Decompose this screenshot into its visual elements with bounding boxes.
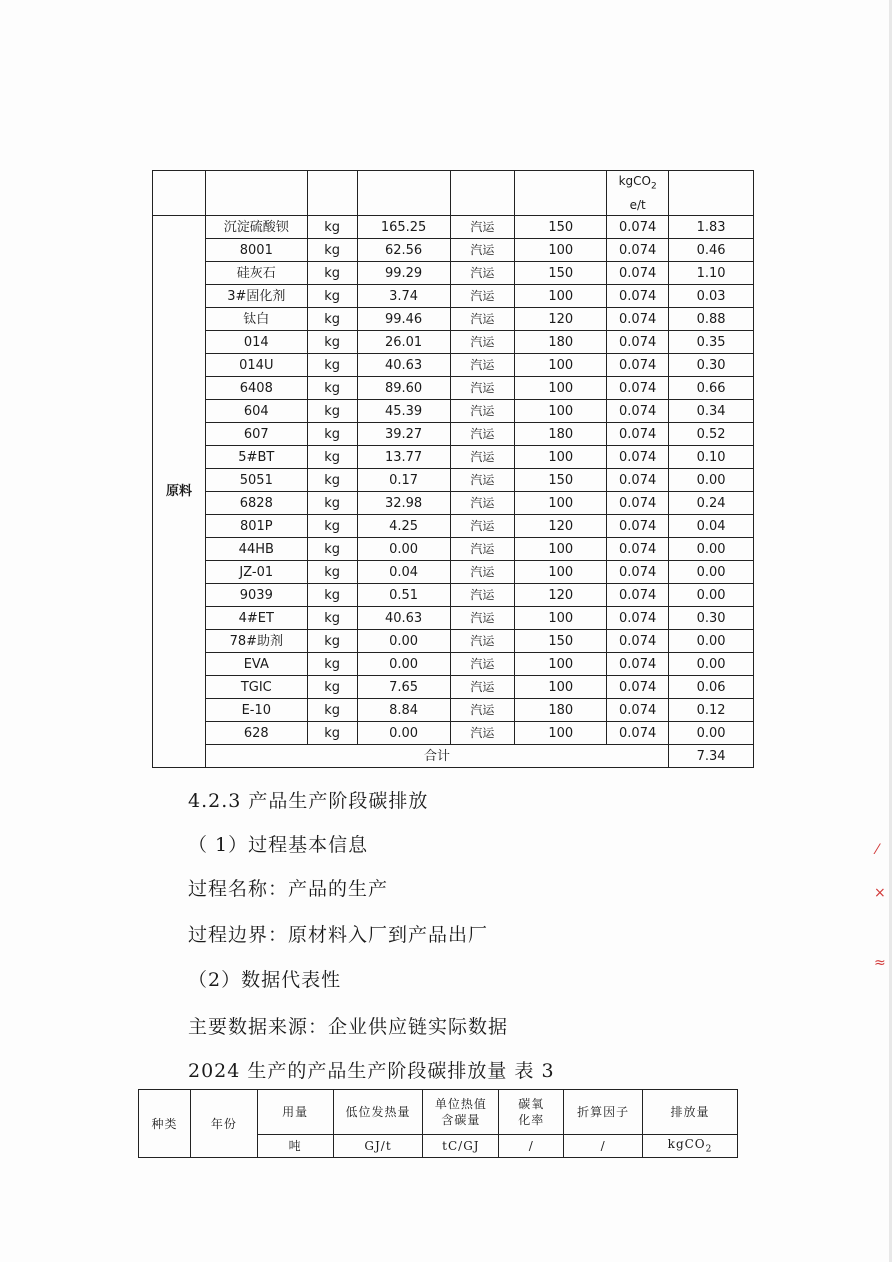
cell-mode: 汽运	[450, 400, 515, 423]
production-emission-table	[138, 1089, 738, 1158]
cell-distance: 100	[515, 400, 607, 423]
category-cell: 原料	[153, 216, 206, 768]
cell-distance: 100	[515, 354, 607, 377]
cell-name: 5#BT	[205, 446, 307, 469]
cell-amount: 0.04	[357, 561, 450, 584]
cell-unit: kg	[307, 699, 357, 722]
cell-mode: 汽运	[450, 308, 515, 331]
cell-unit: kg	[307, 400, 357, 423]
table-row	[153, 285, 754, 308]
cell-distance: 150	[515, 469, 607, 492]
cell-distance: 100	[515, 446, 607, 469]
cell-amount: 40.63	[357, 607, 450, 630]
cell-name: 801P	[205, 515, 307, 538]
cell-emission: 0.30	[669, 607, 754, 630]
cell-emission: 0.04	[669, 515, 754, 538]
table-row	[153, 262, 754, 285]
cell-emission: 0.00	[669, 538, 754, 561]
cell-amount: 0.00	[357, 653, 450, 676]
cell-mode: 汽运	[450, 561, 515, 584]
cell-unit: kg	[307, 607, 357, 630]
cell-distance: 180	[515, 699, 607, 722]
cell-name: 44HB	[205, 538, 307, 561]
cell-unit: kg	[307, 308, 357, 331]
cell-factor: 0.074	[607, 331, 669, 354]
cell-mode: 汽运	[450, 699, 515, 722]
data-source: 主要数据来源：企业供应链实际数据	[188, 1016, 509, 1038]
table-row	[153, 653, 754, 676]
cell-unit: kg	[307, 354, 357, 377]
cell-factor: 0.074	[607, 262, 669, 285]
cell-amount: 8.84	[357, 699, 450, 722]
cell-factor: 0.074	[607, 216, 669, 239]
cell-factor: 0.074	[607, 538, 669, 561]
table-header-row	[153, 171, 754, 216]
process-name: 过程名称：产品的生产	[188, 878, 389, 900]
cell-emission: 0.24	[669, 492, 754, 515]
cell-mode: 汽运	[450, 607, 515, 630]
table-unit-row: 吨 GJ/t tC/GJ / / kgCO$_2$	[139, 1135, 738, 1158]
cell-emission: 0.06	[669, 676, 754, 699]
cell-factor: 0.074	[607, 492, 669, 515]
cell-factor: 0.074	[607, 423, 669, 446]
col-oxidation-rate: 碳氧 化率	[499, 1090, 564, 1135]
cell-mode: 汽运	[450, 423, 515, 446]
table-row	[153, 630, 754, 653]
cell-distance: 100	[515, 239, 607, 262]
col-kind: 种类	[139, 1090, 191, 1158]
cell-emission: 0.03	[669, 285, 754, 308]
cell-distance: 100	[515, 538, 607, 561]
cell-unit: kg	[307, 377, 357, 400]
table-row	[153, 239, 754, 262]
cell-distance: 120	[515, 308, 607, 331]
cell-name: EVA	[205, 653, 307, 676]
cell-amount: 7.65	[357, 676, 450, 699]
cell-emission: 0.46	[669, 239, 754, 262]
cell-factor: 0.074	[607, 308, 669, 331]
cell-name: 硅灰石	[205, 262, 307, 285]
cell-factor: 0.074	[607, 515, 669, 538]
cell-emission: 0.66	[669, 377, 754, 400]
cell-amount: 0.17	[357, 469, 450, 492]
cell-unit: kg	[307, 492, 357, 515]
total-label: 合计	[205, 745, 668, 768]
cell-name: 沉淀硫酸钡	[205, 216, 307, 239]
cell-mode: 汽运	[450, 492, 515, 515]
cell-factor: 0.074	[607, 446, 669, 469]
cell-amount: 99.29	[357, 262, 450, 285]
cell-name: 78#助剂	[205, 630, 307, 653]
cell-amount: 0.00	[357, 722, 450, 745]
cell-distance: 100	[515, 285, 607, 308]
cell-distance: 150	[515, 630, 607, 653]
cell-amount: 0.00	[357, 630, 450, 653]
cell-mode: 汽运	[450, 515, 515, 538]
cell-amount: 0.51	[357, 584, 450, 607]
cell-amount: 45.39	[357, 400, 450, 423]
table-row	[153, 699, 754, 722]
col-emission: 排放量	[643, 1090, 738, 1135]
cell-factor: 0.074	[607, 354, 669, 377]
cell-distance: 100	[515, 607, 607, 630]
cell-name: 钛白	[205, 308, 307, 331]
cell-amount: 3.74	[357, 285, 450, 308]
cell-name: 014U	[205, 354, 307, 377]
cell-factor: 0.074	[607, 584, 669, 607]
col-year: 年份	[190, 1090, 257, 1158]
cell-emission: 0.30	[669, 354, 754, 377]
cell-name: 628	[205, 722, 307, 745]
cell-emission: 0.00	[669, 584, 754, 607]
cell-unit: kg	[307, 722, 357, 745]
cell-name: 6408	[205, 377, 307, 400]
cell-distance: 100	[515, 676, 607, 699]
cell-distance: 120	[515, 515, 607, 538]
cell-factor: 0.074	[607, 285, 669, 308]
section-heading: 4.2.3 产品生产阶段碳排放	[188, 790, 429, 812]
total-value: 7.34	[669, 745, 754, 768]
cell-mode: 汽运	[450, 285, 515, 308]
cell-emission: 0.00	[669, 722, 754, 745]
cell-factor: 0.074	[607, 653, 669, 676]
cell-unit: kg	[307, 561, 357, 584]
cell-unit: kg	[307, 262, 357, 285]
cell-amount: 32.98	[357, 492, 450, 515]
cell-name: 9039	[205, 584, 307, 607]
cell-unit: kg	[307, 331, 357, 354]
cell-distance: 100	[515, 653, 607, 676]
stamp-mark: ×	[874, 885, 886, 901]
col-usage: 用量	[257, 1090, 333, 1135]
cell-mode: 汽运	[450, 354, 515, 377]
cell-factor: 0.074	[607, 699, 669, 722]
cell-name: 6828	[205, 492, 307, 515]
table-row	[153, 515, 754, 538]
table-header-row	[139, 1090, 738, 1135]
table-row	[153, 492, 754, 515]
raw-material-transport-table	[152, 170, 754, 768]
cell-amount: 13.77	[357, 446, 450, 469]
cell-distance: 120	[515, 584, 607, 607]
cell-mode: 汽运	[450, 676, 515, 699]
cell-unit: kg	[307, 630, 357, 653]
table-row	[153, 722, 754, 745]
cell-factor: 0.074	[607, 676, 669, 699]
cell-amount: 26.01	[357, 331, 450, 354]
cell-factor: 0.074	[607, 561, 669, 584]
cell-factor: 0.074	[607, 400, 669, 423]
cell-amount: 165.25	[357, 216, 450, 239]
cell-amount: 99.46	[357, 308, 450, 331]
cell-unit: kg	[307, 469, 357, 492]
cell-mode: 汽运	[450, 262, 515, 285]
process-boundary: 过程边界：原材料入厂到产品出厂	[188, 924, 489, 946]
cell-mode: 汽运	[450, 377, 515, 400]
cell-emission: 0.12	[669, 699, 754, 722]
subheading-basic-info: （ 1）过程基本信息	[188, 834, 369, 856]
cell-emission: 0.10	[669, 446, 754, 469]
stamp-mark: ⁄	[876, 842, 879, 858]
cell-factor: 0.074	[607, 239, 669, 262]
cell-emission: 0.35	[669, 331, 754, 354]
cell-factor: 0.074	[607, 607, 669, 630]
cell-name: 4#ET	[205, 607, 307, 630]
table-row	[153, 446, 754, 469]
cell-mode: 汽运	[450, 584, 515, 607]
cell-mode: 汽运	[450, 446, 515, 469]
cell-unit: kg	[307, 676, 357, 699]
cell-name: 8001	[205, 239, 307, 262]
cell-emission: 1.83	[669, 216, 754, 239]
table-row	[153, 423, 754, 446]
stamp-mark: ≈	[874, 955, 886, 971]
table-row	[153, 400, 754, 423]
cell-factor: 0.074	[607, 722, 669, 745]
cell-emission: 0.00	[669, 653, 754, 676]
cell-distance: 100	[515, 561, 607, 584]
cell-amount: 39.27	[357, 423, 450, 446]
cell-distance: 150	[515, 216, 607, 239]
subheading-data-representativeness: （2）数据代表性	[188, 969, 342, 991]
cell-distance: 100	[515, 377, 607, 400]
cell-name: E-10	[205, 699, 307, 722]
table-row	[153, 216, 754, 239]
cell-mode: 汽运	[450, 653, 515, 676]
table-row	[153, 607, 754, 630]
cell-emission: 0.88	[669, 308, 754, 331]
col-carbon-content: 单位热值 含碳量	[423, 1090, 499, 1135]
cell-mode: 汽运	[450, 722, 515, 745]
cell-distance: 180	[515, 423, 607, 446]
cell-name: 607	[205, 423, 307, 446]
cell-mode: 汽运	[450, 331, 515, 354]
cell-distance: 150	[515, 262, 607, 285]
cell-factor: 0.074	[607, 630, 669, 653]
cell-mode: 汽运	[450, 630, 515, 653]
table-row	[153, 538, 754, 561]
cell-amount: 4.25	[357, 515, 450, 538]
cell-unit: kg	[307, 446, 357, 469]
cell-name: 014	[205, 331, 307, 354]
table-row	[153, 354, 754, 377]
col-ncv: 低位发热量	[333, 1090, 423, 1135]
cell-emission: 1.10	[669, 262, 754, 285]
table-row	[153, 676, 754, 699]
factor-unit-header: kgCO$_2$ e/t	[607, 171, 669, 216]
cell-mode: 汽运	[450, 216, 515, 239]
cell-amount: 40.63	[357, 354, 450, 377]
cell-distance: 180	[515, 331, 607, 354]
cell-unit: kg	[307, 653, 357, 676]
cell-emission: 0.00	[669, 561, 754, 584]
cell-amount: 89.60	[357, 377, 450, 400]
cell-name: 5051	[205, 469, 307, 492]
table-row	[153, 377, 754, 400]
cell-mode: 汽运	[450, 469, 515, 492]
table-row	[153, 308, 754, 331]
cell-unit: kg	[307, 285, 357, 308]
cell-mode: 汽运	[450, 538, 515, 561]
cell-mode: 汽运	[450, 239, 515, 262]
total-row	[153, 745, 754, 768]
cell-amount: 62.56	[357, 239, 450, 262]
cell-emission: 0.00	[669, 630, 754, 653]
table-row	[153, 469, 754, 492]
table-row	[153, 584, 754, 607]
cell-emission: 0.52	[669, 423, 754, 446]
cell-distance: 100	[515, 492, 607, 515]
cell-name: TGIC	[205, 676, 307, 699]
cell-unit: kg	[307, 515, 357, 538]
cell-unit: kg	[307, 239, 357, 262]
cell-factor: 0.074	[607, 377, 669, 400]
cell-name: 604	[205, 400, 307, 423]
cell-amount: 0.00	[357, 538, 450, 561]
cell-emission: 0.00	[669, 469, 754, 492]
cell-distance: 100	[515, 722, 607, 745]
cell-emission: 0.34	[669, 400, 754, 423]
cell-name: JZ-01	[205, 561, 307, 584]
cell-unit: kg	[307, 423, 357, 446]
cell-name: 3#固化剂	[205, 285, 307, 308]
cell-unit: kg	[307, 584, 357, 607]
cell-unit: kg	[307, 216, 357, 239]
col-conversion-factor: 折算因子	[564, 1090, 643, 1135]
table-row	[153, 561, 754, 584]
cell-unit: kg	[307, 538, 357, 561]
cell-factor: 0.074	[607, 469, 669, 492]
table3-caption: 2024 生产的产品生产阶段碳排放量 表 3	[188, 1060, 555, 1082]
table-row	[153, 331, 754, 354]
